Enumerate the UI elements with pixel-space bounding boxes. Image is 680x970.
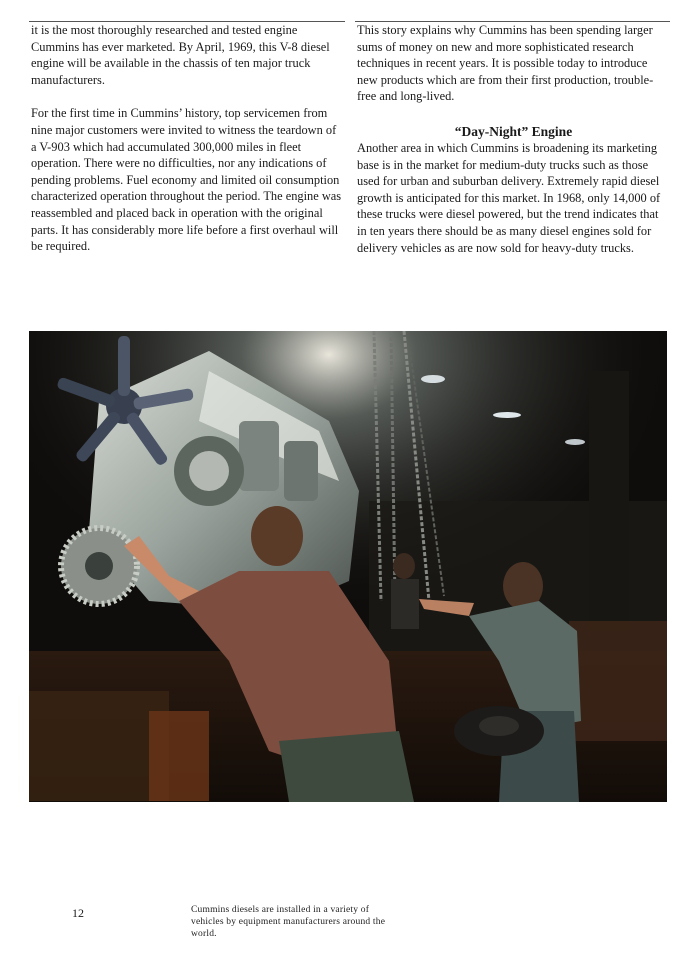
right-body-paragraph: Another area in which Cummins is broadening its marketing base is in the market for medium-duty trucks such as those used for urban and suburban delivery. Extremely rapid diesel growth is anticipated for this market. In 1968, only 14,000 of these trucks were diesel powered, but the trend indicates that in ten years there should be as many diesel engines sold for delivery vehicles as are now sold for heavy-duty trucks.: [357, 140, 661, 255]
photo-illustration: [29, 331, 667, 802]
left-paragraph-2: For the first time in Cummins’ history, top servicemen from nine major customers were invited to witness the teardown of a V-903 which had accumulated 300,000 miles in fleet operation. There were no difficulties, nor any indications of pending problems. Fuel economy and limited oil consumption characterized operation throughout the period. The engine was reassembled and placed back in operation with the original parts. It has considerably more life before a first overhaul will be required.: [31, 106, 342, 254]
engine-assembly-photo: [29, 331, 667, 802]
page-number: 12: [72, 906, 84, 920]
section-heading: “Day-Night” Engine: [454, 123, 573, 139]
left-text-column: [31, 22, 343, 255]
left-paragraph-1: it is the most thoroughly researched and tested engine Cummins has ever marketed. By April, 1969, this V-8 diesel engine will be available in the chassis of ten major truck manufacturers.: [31, 23, 330, 87]
right-text-column: [357, 22, 670, 256]
photo-caption: Cummins diesels are installed in a variety of vehicles by equipment manufacturers around the world.: [191, 905, 386, 939]
right-intro-paragraph: This story explains why Cummins has been spending larger sums of money on new and more sophisticated research techniques in recent years. It is possible today to introduce new products which are from their first production, trouble-free and long-lived.: [357, 23, 654, 104]
